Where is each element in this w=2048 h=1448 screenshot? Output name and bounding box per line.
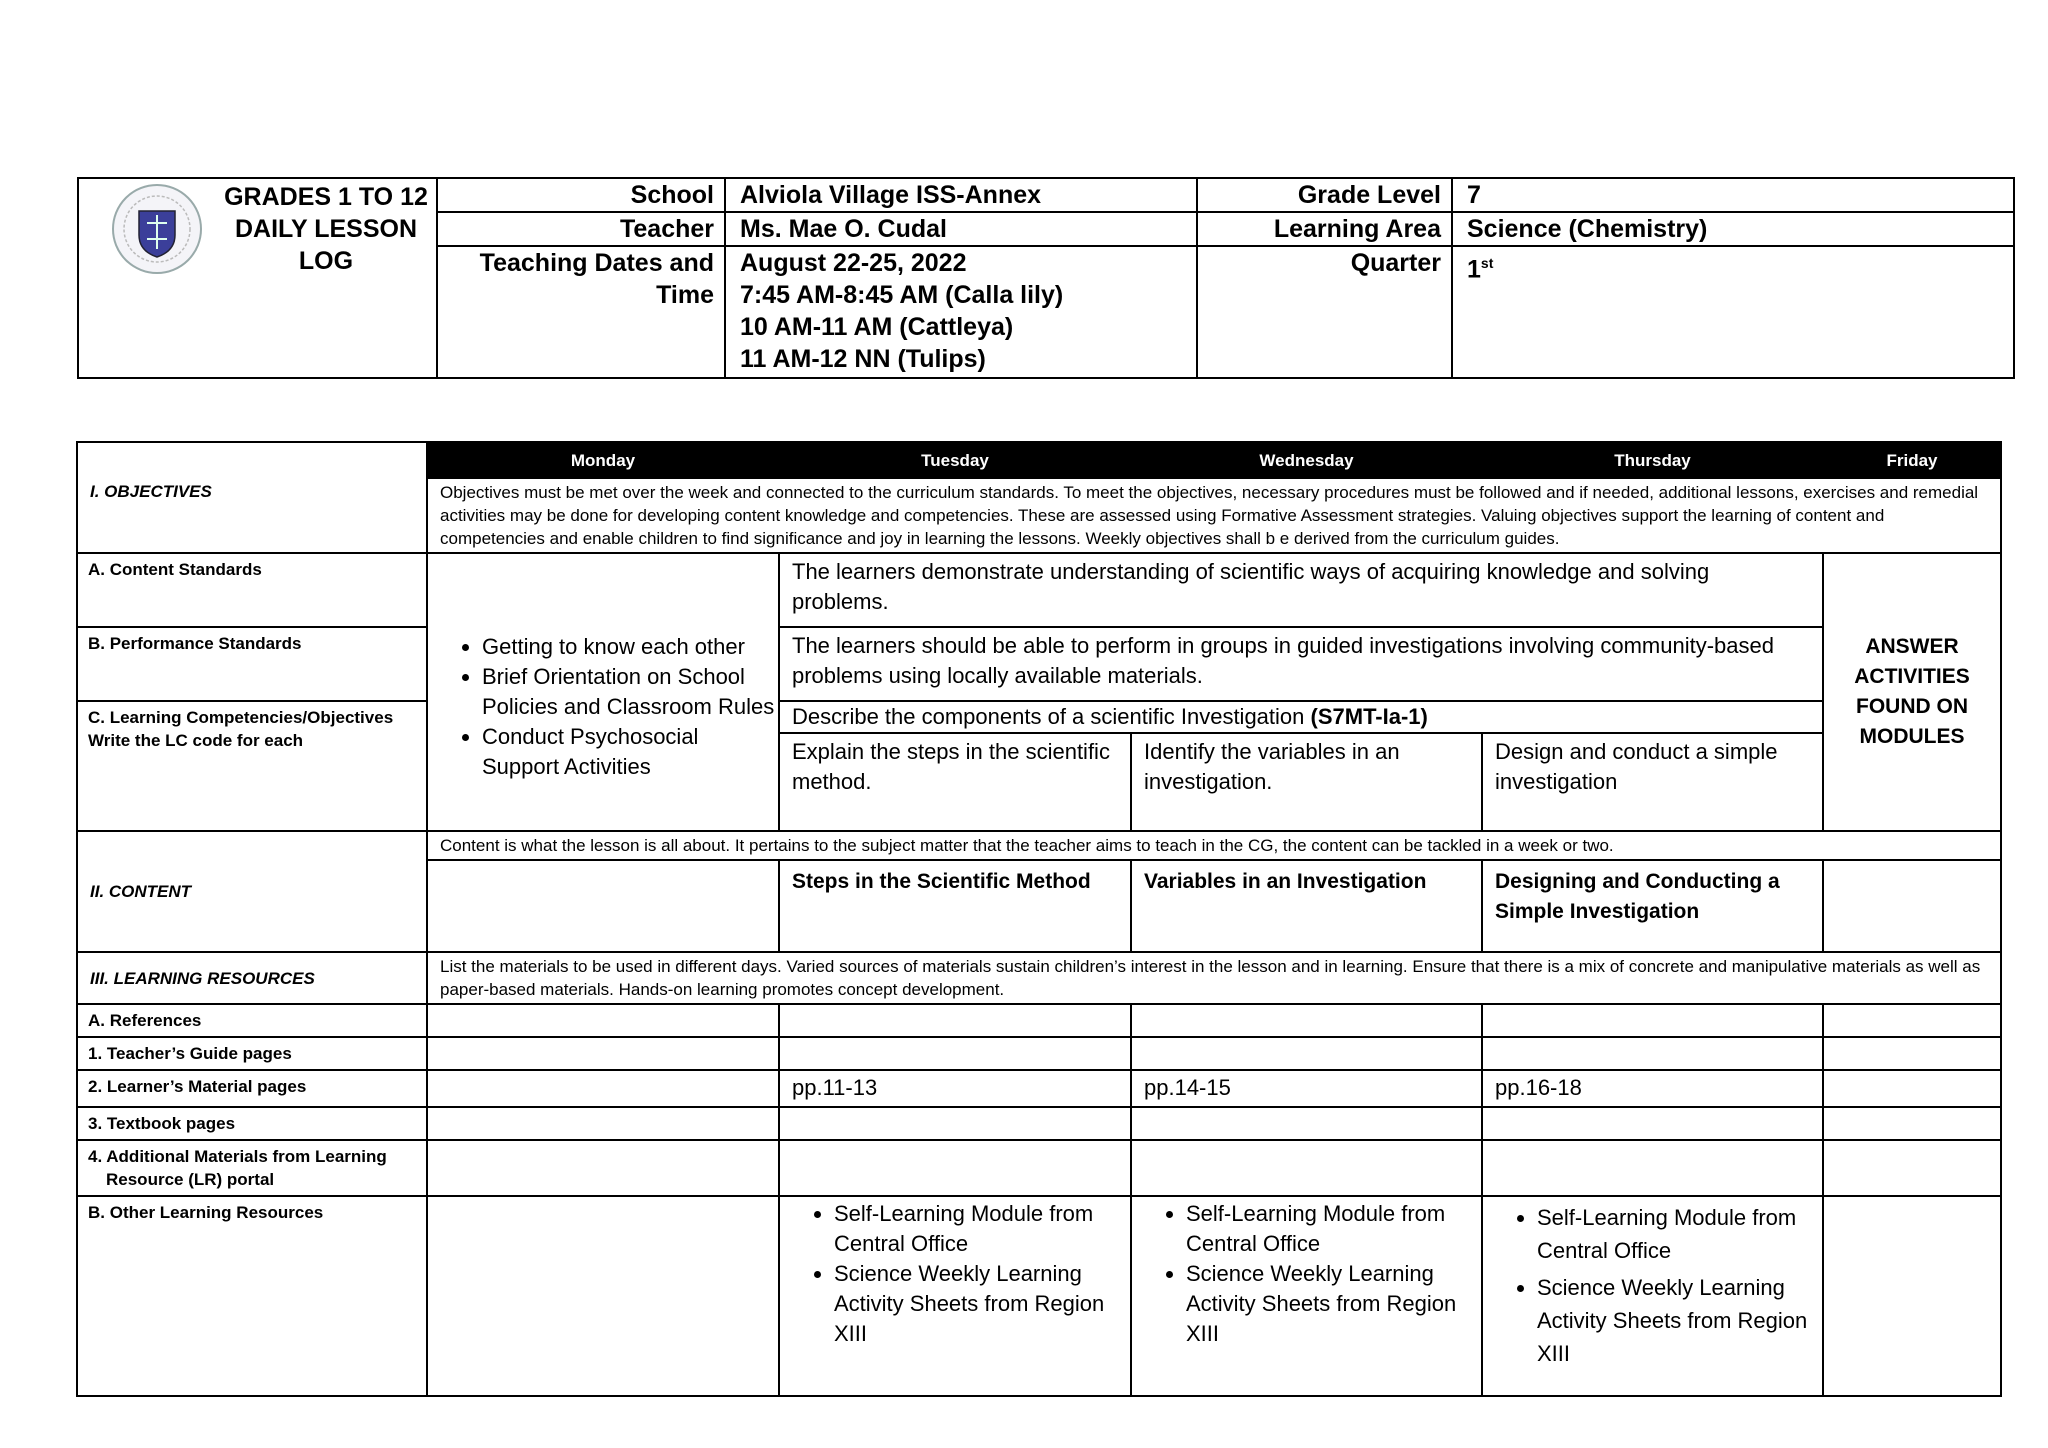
- tuesday-lm-pages: pp.11-13: [779, 1070, 1131, 1107]
- quarter-value: [1452, 246, 2014, 378]
- blank-corner: [77, 442, 427, 478]
- competency-description: Describe the components of a scientific Investigation: [792, 704, 1305, 729]
- learning-area-value: Science (Chemistry): [1452, 212, 2014, 246]
- school-label: School: [437, 178, 725, 212]
- additional-materials-line2: Resource (LR) portal: [106, 1170, 275, 1189]
- additional-materials-label: [77, 1140, 427, 1196]
- competencies-label: [77, 701, 427, 831]
- thursday-content: Designing and Conducting a Simple Investigation: [1482, 860, 1823, 952]
- wednesday-lm-pages: pp.14-15: [1131, 1070, 1482, 1107]
- other-resources-label: B. Other Learning Resources: [77, 1196, 427, 1396]
- day-header: Tuesday: [779, 442, 1131, 478]
- resource-item: • Self-Learning Module from Central Office: [1186, 1199, 1481, 1259]
- thursday-other-resources: [1482, 1196, 1823, 1396]
- monday-activity: • Conduct Psychosocial Support Activities: [482, 722, 778, 782]
- performance-standards-text: The learners should be able to perform in groups in guided investigations involving community-based problems using locally available materials.: [779, 627, 1823, 701]
- tuesday-objective: Explain the steps in the scientific method.: [779, 733, 1131, 831]
- header-table: [77, 177, 2015, 379]
- competencies-label-line1: C. Learning Competencies/Objectives: [88, 708, 394, 727]
- content-standards-label: A. Content Standards: [77, 553, 427, 627]
- wednesday-other-resources: [1131, 1196, 1482, 1396]
- content-note: Content is what the lesson is all about. It pertains to the subject matter that the teacher aims to teach in the CG, the content can be tackled in a week or two.: [427, 831, 2001, 860]
- competency-text: [779, 701, 1823, 733]
- monday-other-resources: [427, 1196, 779, 1396]
- monday-objectives-cell: [427, 553, 779, 831]
- friday-content: [1823, 860, 2001, 952]
- performance-standards-label: B. Performance Standards: [77, 627, 427, 701]
- day-header: Wednesday: [1131, 442, 1482, 478]
- competencies-label-line2: Write the LC code for each: [88, 731, 304, 750]
- teaching-dates-value: [725, 246, 1197, 378]
- header-title-cell: [78, 178, 437, 378]
- grade-level-label: Grade Level: [1197, 178, 1452, 212]
- quarter-number: 1: [1467, 255, 1481, 284]
- resource-item: • Science Weekly Learning Activity Sheets from Region XIII: [834, 1259, 1130, 1349]
- time-line: 11 AM-12 NN (Tulips): [740, 345, 986, 373]
- additional-materials-line1: 4. Additional Materials from Learning: [88, 1147, 387, 1166]
- learning-resources-heading: III. LEARNING RESOURCES: [77, 952, 427, 1004]
- resource-item: • Science Weekly Learning Activity Sheets from Region XIII: [1537, 1271, 1822, 1370]
- teacher-value: Ms. Mae O. Cudal: [725, 212, 1197, 246]
- teaching-dates-label-line2: Time: [656, 281, 714, 309]
- wednesday-content: Variables in an Investigation: [1131, 860, 1482, 952]
- content-heading: II. CONTENT: [77, 831, 427, 952]
- resource-item: • Science Weekly Learning Activity Sheets from Region XIII: [1186, 1259, 1481, 1349]
- learning-area-label: Learning Area: [1197, 212, 1452, 246]
- grade-level-value: 7: [1452, 178, 2014, 212]
- time-line: 7:45 AM-8:45 AM (Calla lily): [740, 281, 1064, 309]
- learning-resources-note: List the materials to be used in different days. Varied sources of materials sustain children’s interest in the lesson and in learning. Ensure that there is a mix of concrete and manipulative materials as well as paper-based materials. Hands-on learning promotes concept development.: [427, 952, 2001, 1004]
- resource-item: • Self-Learning Module from Central Office: [1537, 1201, 1822, 1267]
- monday-activity: • Brief Orientation on School Policies and Classroom Rules: [482, 662, 778, 722]
- resource-item: • Self-Learning Module from Central Office: [834, 1199, 1130, 1259]
- tuesday-content: Steps in the Scientific Method: [779, 860, 1131, 952]
- references-label: A. References: [77, 1004, 427, 1037]
- teachers-guide-label: 1. Teacher’s Guide pages: [77, 1037, 427, 1070]
- day-header: Thursday: [1482, 442, 1823, 478]
- quarter-suffix: st: [1480, 255, 1494, 271]
- objectives-note: Objectives must be met over the week and connected to the curriculum standards. To meet the objectives, necessary procedures must be followed and if needed, additional lessons, exercises and remedial activities may be done for developing content knowledge and competencies. These are assessed using Formative Assessment strategies. Valuing objectives support the learning of content and competencies and enable children to find significance and joy in learning the lessons. Weekly objectives shall b e derived from the curriculum guides.: [427, 478, 2001, 553]
- content-standards-text: The learners demonstrate understanding of scientific ways of acquiring knowledge and solving problems.: [779, 553, 1823, 627]
- monday-content: [427, 860, 779, 952]
- monday-activity: • Getting to know each other: [482, 632, 778, 662]
- day-header: Friday: [1823, 442, 2001, 478]
- friday-other-resources: [1823, 1196, 2001, 1396]
- thursday-objective: Design and conduct a simple investigation: [1482, 733, 1823, 831]
- doc-title-line2: DAILY LESSON LOG: [235, 215, 417, 275]
- day-header: Monday: [427, 442, 779, 478]
- competency-code: (S7MT-Ia-1): [1310, 704, 1428, 729]
- date-line: August 22-25, 2022: [740, 249, 967, 277]
- tuesday-other-resources: [779, 1196, 1131, 1396]
- doc-title-line1: GRADES 1 TO 12: [224, 183, 428, 211]
- teacher-label: Teacher: [437, 212, 725, 246]
- teaching-dates-label-line1: Teaching Dates and: [479, 249, 714, 277]
- time-line: 10 AM-11 AM (Cattleya): [740, 313, 1014, 341]
- objectives-heading: I. OBJECTIVES: [77, 478, 427, 553]
- teaching-dates-label: [437, 246, 725, 378]
- friday-answer-note: ANSWER ACTIVITIES FOUND ON MODULES: [1823, 553, 2001, 831]
- quarter-label: Quarter: [1197, 246, 1452, 378]
- textbook-label: 3. Textbook pages: [77, 1107, 427, 1140]
- school-value: Alviola Village ISS-Annex: [725, 178, 1197, 212]
- learners-material-label: 2. Learner’s Material pages: [77, 1070, 427, 1107]
- lesson-log-table: [76, 441, 2002, 1397]
- wednesday-objective: Identify the variables in an investigation.: [1131, 733, 1482, 831]
- deped-seal-icon: [111, 183, 203, 275]
- thursday-lm-pages: pp.16-18: [1482, 1070, 1823, 1107]
